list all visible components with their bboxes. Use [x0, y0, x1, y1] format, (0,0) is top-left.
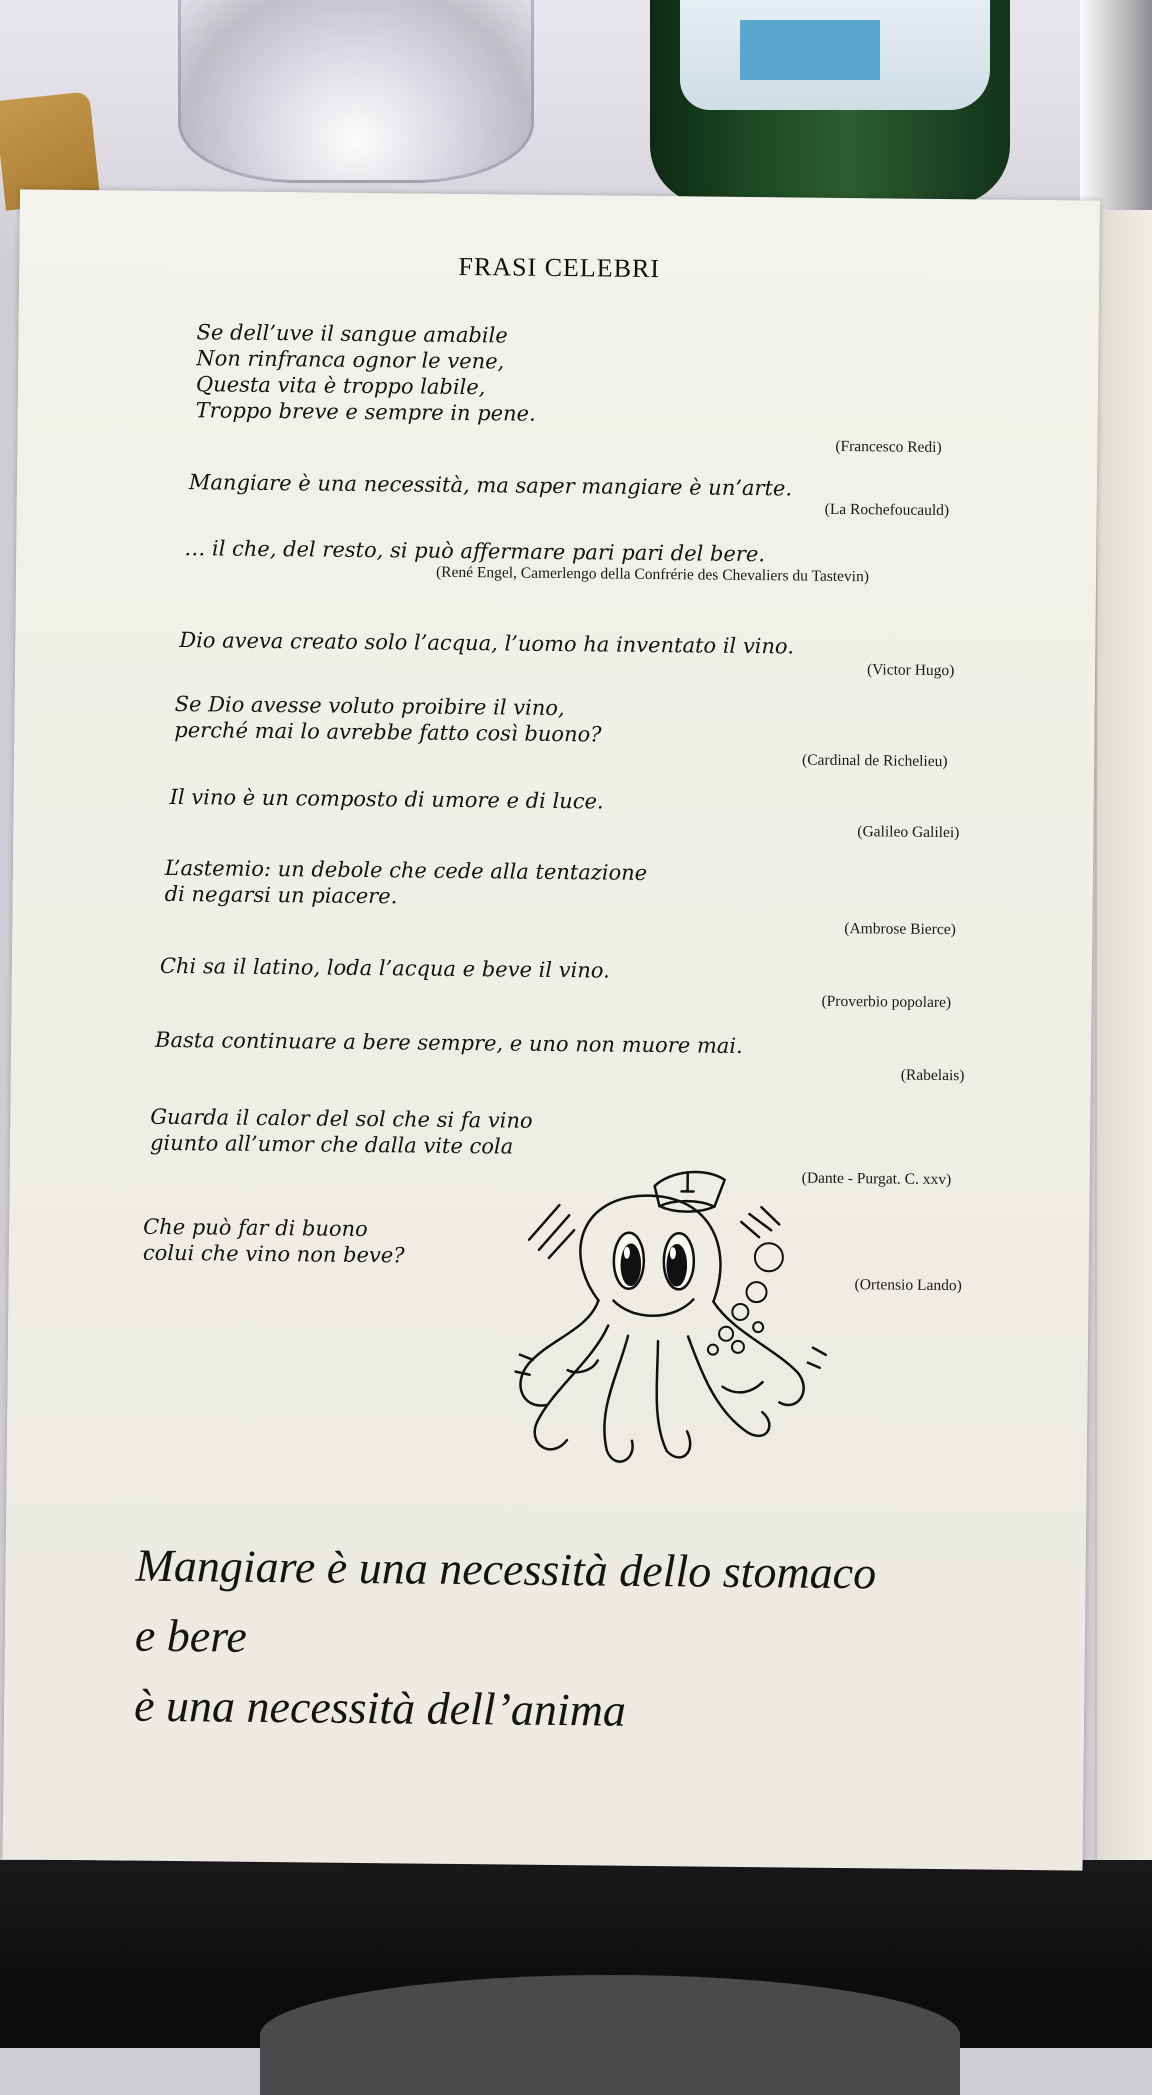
octopus-sailor-icon — [507, 1160, 855, 1479]
closing-line: e bere — [134, 1609, 248, 1662]
quote-line: Troppo breve e sempre in pene. — [195, 398, 536, 426]
quote-author: (La Rochefoucauld) — [824, 500, 950, 520]
quote-hugo — [179, 627, 794, 659]
quote-redi — [196, 319, 537, 427]
quote-line: Chi sa il latino, loda l’acqua e beve il vino. — [159, 953, 610, 983]
quote-line: Questa vita è troppo labile, — [195, 372, 486, 400]
quote-richelieu — [174, 691, 602, 747]
quote-line: di negarsi un piacere. — [164, 881, 398, 909]
quote-author: (Francesco Redi) — [835, 437, 942, 457]
napkin-holder — [1080, 0, 1152, 230]
quote-line: Guarda il calor del sol che si fa vino — [150, 1104, 533, 1133]
quote-proverbio — [160, 953, 610, 984]
bottle-label-stripe — [740, 20, 880, 80]
quote-author: (Rabelais) — [900, 1066, 965, 1085]
quote-line: Non rinfranca ognor le vene, — [196, 346, 505, 374]
quote-dante — [150, 1104, 533, 1160]
quote-author: (Proverbio popolare) — [821, 992, 952, 1012]
quote-line: colui che vino non beve? — [142, 1240, 405, 1268]
quote-line: Mangiare è una necessità, ma saper mangiare è un’arte. — [188, 470, 793, 501]
quote-line: Se dell’uve il sangue amabile — [196, 320, 508, 348]
quote-author: (Dante - Purgat. C. xxv) — [801, 1169, 952, 1189]
quote-rochefoucauld — [189, 469, 792, 501]
closing-phrase — [134, 1531, 877, 1749]
quote-line: giunto all’umor che dalla vite cola — [149, 1130, 514, 1159]
quote-author: (René Engel, Camerlengo della Confrérie des Chevaliers du Tastevin) — [435, 563, 870, 586]
quote-lando — [143, 1214, 405, 1269]
quote-line: L’astemio: un debole che cede alla tentazione — [164, 855, 648, 885]
page-title: FRASI CELEBRI — [458, 251, 661, 284]
quote-author: (Cardinal de Richelieu) — [802, 751, 948, 771]
bottle-label — [680, 0, 990, 110]
quote-line: Che può far di buono — [143, 1214, 368, 1242]
quote-author: (Ortensio Lando) — [854, 1276, 962, 1295]
menu-page — [3, 189, 1100, 1870]
next-menu-page-edge — [1095, 210, 1152, 1860]
closing-line: è una necessità dell’anima — [133, 1679, 627, 1736]
closing-line: Mangiare è una necessità dello stomaco — [135, 1539, 877, 1599]
water-glass — [178, 0, 534, 183]
lap-cloth — [260, 1975, 960, 2095]
quote-line: Il vino è un composto di umore e di luce. — [169, 784, 604, 814]
quote-line: Basta continuare a bere sempre, e uno non muore mai. — [155, 1027, 743, 1058]
quote-galilei — [170, 784, 604, 815]
quote-rabelais — [155, 1027, 743, 1059]
quote-author: (Ambrose Bierce) — [844, 920, 956, 939]
quote-line: … il che, del resto, si può affermare pari pari del bere. — [184, 536, 766, 567]
quote-author: (Galileo Galilei) — [857, 823, 960, 842]
quote-bierce — [165, 855, 648, 912]
quote-line: Dio aveva creato solo l’acqua, l’uomo ha inventato il vino. — [179, 628, 795, 659]
quote-line: Se Dio avesse voluto proibire il vino, — [174, 691, 565, 721]
quote-author: (Victor Hugo) — [866, 661, 955, 680]
quote-engel — [184, 535, 765, 567]
quote-line: perché mai lo avrebbe fatto così buono? — [174, 717, 602, 747]
